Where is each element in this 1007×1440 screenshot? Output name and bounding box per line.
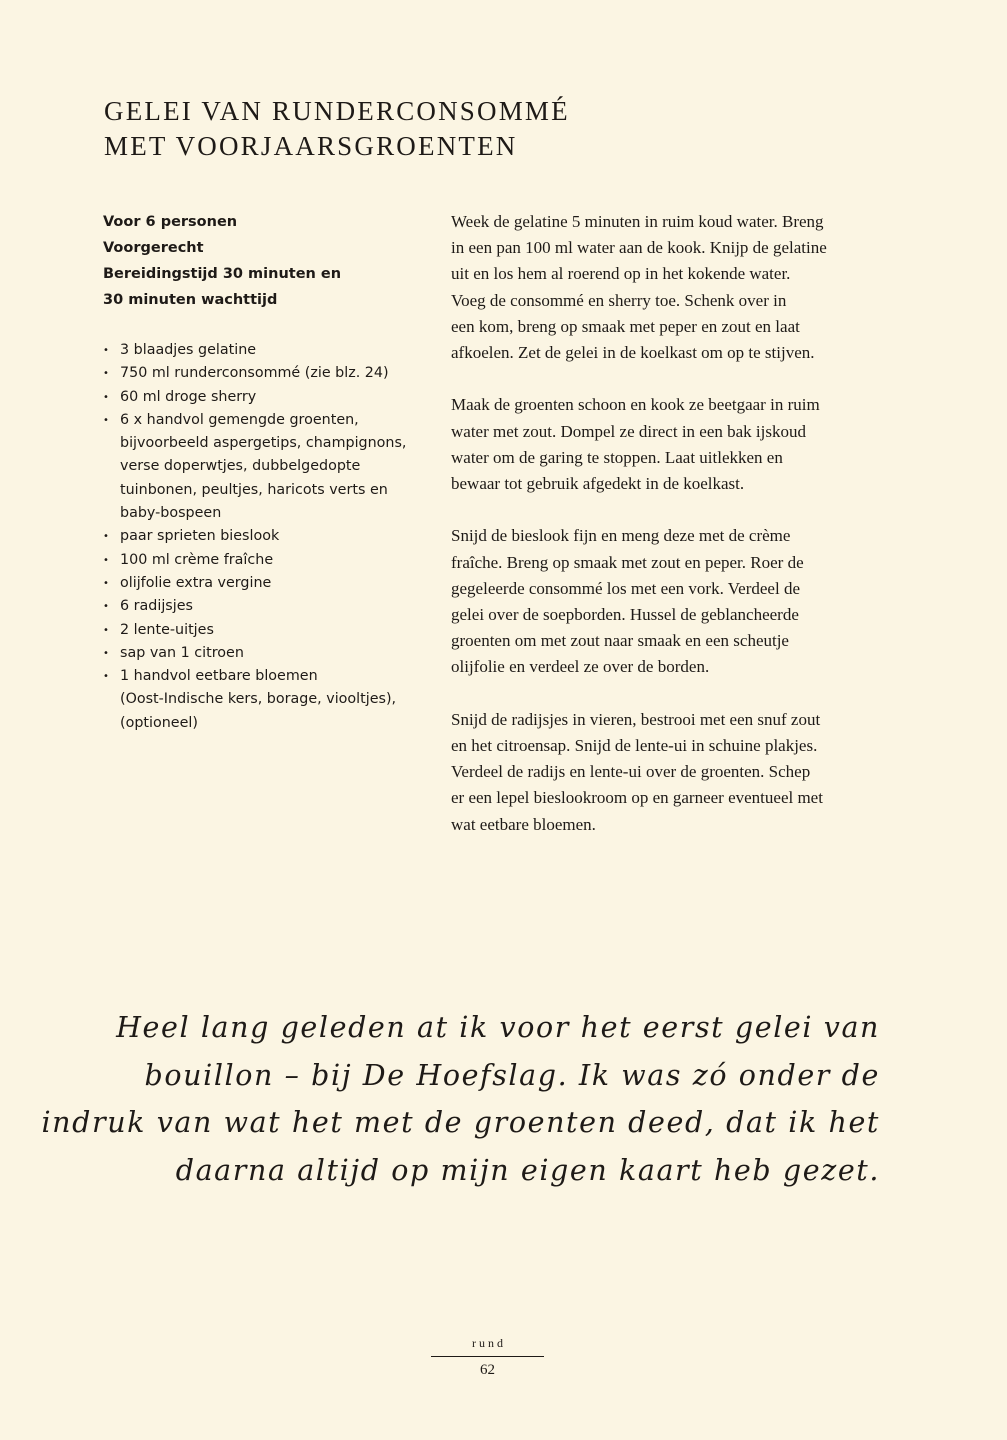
section-label: rund [472, 1336, 506, 1350]
ingredient-line: • 60 ml droge sherry [120, 388, 257, 405]
recipe-meta [103, 209, 341, 313]
method-line: in een pan 100 ml water aan de kook. Knijp de gelatine [451, 238, 827, 258]
quote-line: Heel lang geleden at ik voor het eerst gelei van [116, 1011, 880, 1044]
ingredient-line: • 1 handvol eetbare bloemen [120, 668, 318, 685]
ingredient-line: • 6 x handvol gemengde groenten, [120, 411, 359, 428]
method-line: wat eetbare bloemen. [451, 814, 596, 834]
ingredient-list [103, 339, 423, 735]
method-line: gegeleerde consommé los met een vork. Verdeel de [451, 578, 800, 598]
method-step [451, 392, 891, 497]
ingredient-line: • paar sprieten bieslook [120, 528, 280, 545]
ingredient-line: verse doperwtjes, dubbelgedopte [120, 458, 361, 475]
recipe-title [104, 94, 570, 164]
ingredient-line: (Oost-Indische kers, borage, viooltjes), [120, 691, 397, 708]
ingredient-item [103, 549, 423, 572]
method-line: water met zout. Dompel ze direct in een bak ijskoud [451, 421, 806, 441]
quote-line: bouillon – bij De Hoefslag. Ik was zó onder de [144, 1058, 880, 1092]
ingredient-item [103, 339, 423, 362]
method-step [451, 523, 891, 680]
method-step [451, 209, 891, 366]
ingredient-line: • 2 lente-uitjes [120, 621, 214, 638]
method-step [451, 707, 891, 838]
quote-line: daarna altijd op mijn eigen kaart heb gezet. [175, 1153, 880, 1187]
ingredient-line: • olijfolie extra vergine [120, 574, 272, 591]
quote-line: indruk van wat het met de groenten deed, dat ik het [41, 1106, 880, 1139]
preparation-time-line: 30 minuten wachttijd [103, 292, 278, 308]
page-footer [431, 1335, 544, 1382]
method-line: fraîche. Breng op smaak met zout en peper. Roer de [451, 552, 804, 572]
method-line: Verdeel de radijs en lente-ui over de groenten. Schep [451, 762, 811, 782]
ingredient-item [103, 386, 423, 409]
ingredient-line: • 750 ml runderconsommé (zie blz. 24) [120, 365, 389, 382]
ingredient-line: • sap van 1 citroen [120, 644, 244, 661]
method-line: olijfolie en verdeel ze over de borden. [451, 657, 710, 677]
ingredient-item [103, 595, 423, 618]
ingredient-line: (optioneel) [120, 714, 198, 731]
servings: Voor 6 personen [103, 214, 238, 230]
ingredient-item [103, 525, 423, 548]
ingredient-item [103, 362, 423, 385]
method-line: en het citroensap. Snijd de lente-ui in schuine plakjes. [451, 736, 818, 756]
recipe-title-line: MET VOORJAARSGROENTEN [104, 131, 518, 161]
method-line: Voeg de consommé en sherry toe. Schenk over in [451, 290, 787, 310]
ingredient-line: • 3 blaadjes gelatine [120, 342, 257, 358]
preparation-time-line: Bereidingstijd 30 minuten en [103, 266, 342, 282]
method-line: Week de gelatine 5 minuten in ruim koud water. Breng [451, 212, 824, 231]
pull-quote [41, 1004, 880, 1194]
ingredient-item [103, 665, 423, 735]
ingredient-line: • 100 ml crème fraîche [120, 551, 274, 568]
ingredient-item [103, 572, 423, 595]
course: Voorgerecht [103, 240, 204, 256]
ingredient-item [103, 642, 423, 665]
ingredient-item [103, 619, 423, 642]
page-number: 62 [480, 1362, 495, 1378]
recipe-title-line: GELEI VAN RUNDERCONSOMMÉ [104, 96, 570, 126]
method-line: water om de garing te stoppen. Laat uitlekken en [451, 447, 783, 467]
method-line: uit en los hem al roerend op in het kokende water. [451, 264, 791, 284]
method-line: er een lepel bieslookroom op en garneer eventueel met [451, 788, 823, 808]
method-line: afkoelen. Zet de gelei in de koelkast om op te stijven. [451, 343, 815, 363]
method-line: een kom, breng op smaak met peper en zout en laat [451, 316, 800, 336]
ingredient-line: tuinbonen, peultjes, haricots verts en [120, 481, 388, 498]
method-text [451, 209, 891, 864]
ingredient-line: bijvoorbeeld aspergetips, champignons, [120, 435, 407, 452]
method-line: Snijd de bieslook fijn en meng deze met de crème [451, 526, 791, 546]
method-line: groenten om met zout naar smaak en een scheutje [451, 631, 789, 651]
footer-rule [431, 1356, 544, 1357]
ingredient-line: baby-bospeen [120, 505, 222, 522]
method-line: Snijd de radijsjes in vieren, bestrooi met een snuf zout [451, 709, 821, 729]
method-line: Maak de groenten schoon en kook ze beetgaar in ruim [451, 395, 820, 415]
ingredient-item [103, 409, 423, 525]
method-line: bewaar tot gebruik afgedekt in de koelkast. [451, 474, 745, 494]
ingredient-line: • 6 radijsjes [120, 598, 193, 615]
method-line: gelei over de soepborden. Hussel de geblancheerde [451, 605, 799, 625]
